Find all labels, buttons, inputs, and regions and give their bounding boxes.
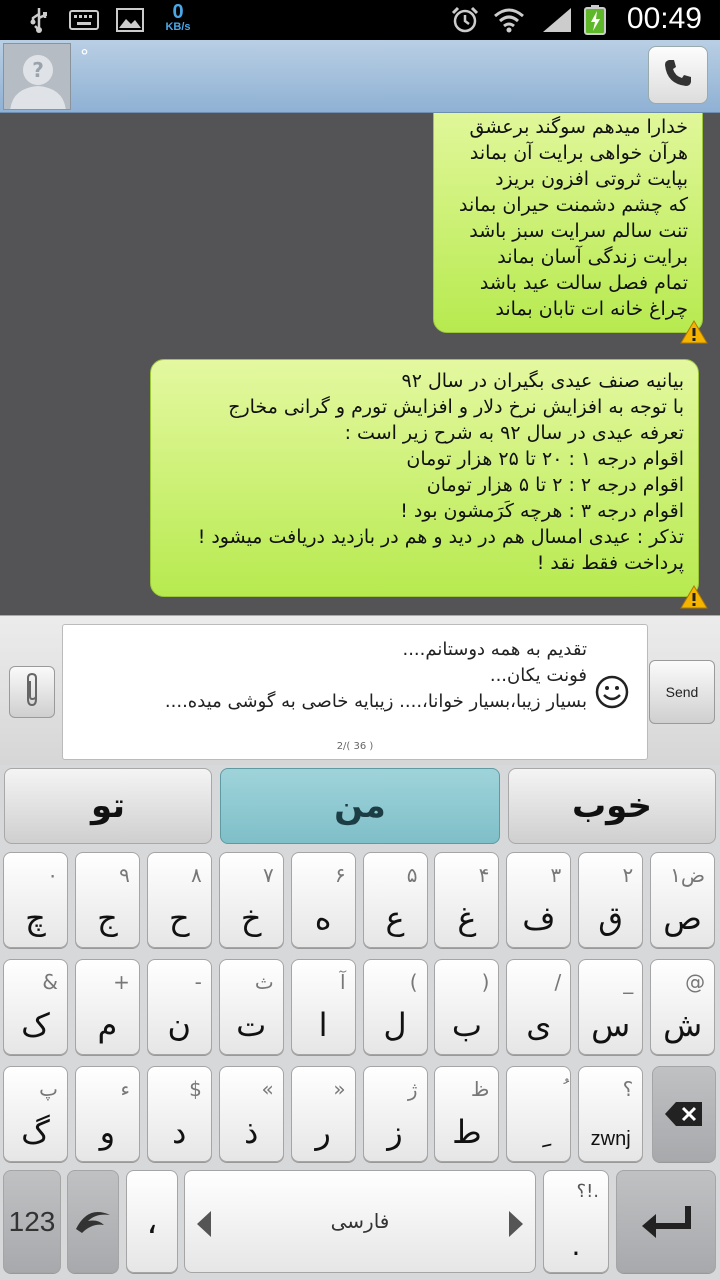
message-line: تعرفه عیدی در سال ۹۲ به شرح زیر است : [344,422,684,444]
key[interactable] [506,852,571,948]
key-label: ق [598,899,624,937]
enter-icon [617,1171,715,1272]
key-secondary-label: / [554,970,562,994]
key-secondary-label: @ [685,970,706,994]
battery-charging-icon [582,6,608,34]
suggestion-item[interactable]: خوب [508,768,716,844]
message-line: هرآن خواهی برایت آن بماند [469,142,688,164]
message-line: تمام فصل سالت عید باشد [479,272,688,294]
key-label: ح [168,899,190,937]
key-secondary-label: ۰ [47,863,58,887]
key-label: ا [318,1006,328,1044]
message-line: برایت زندگی آسان بماند [497,246,688,268]
wifi-icon [492,6,526,34]
comma-key-label: ، [146,1201,158,1242]
key[interactable] [434,1066,499,1162]
key[interactable] [147,852,212,948]
key-secondary-label: « [261,1077,274,1101]
message-line: بپایت ثروتی افزون بریزد [495,168,688,190]
chevron-right-icon [509,1211,523,1237]
usb-icon [24,6,54,34]
svg-text:?: ? [32,58,44,82]
punctuation-key[interactable] [543,1170,609,1273]
backspace-icon [653,1067,715,1161]
key-label: ی [526,1006,552,1044]
message-bubble[interactable] [150,359,699,597]
key-secondary-label: - [194,970,202,994]
swype-key[interactable] [67,1170,119,1273]
key[interactable] [506,959,571,1055]
character-counter: 2/( 36 ) [336,741,374,752]
message-line: اقوام درجه ۲ : ۲ تا ۵ هزار تومان [426,474,684,496]
key-secondary-label: ۳ [550,863,562,887]
key-label: م [97,1006,118,1044]
key-label: ص [663,899,702,937]
key-label: چ [25,899,46,937]
key-secondary-label: ظ [470,1077,490,1101]
key-label: س [591,1006,631,1044]
contact-name: ° [80,46,89,67]
key-secondary-label: پ [39,1077,58,1101]
key[interactable] [363,852,428,948]
key[interactable] [291,959,356,1055]
key[interactable] [291,852,356,948]
message-bubble[interactable] [433,113,703,333]
image-icon [114,6,146,34]
key-label: ل [383,1006,407,1044]
enter-key[interactable] [616,1170,716,1273]
key-secondary-label: ؟ [622,1077,634,1101]
key-label: ش [663,1006,703,1044]
key[interactable] [578,1066,643,1162]
key-secondary-label: ( [409,970,418,994]
network-speed [160,2,196,33]
key-label: ب [451,1006,482,1044]
key-secondary-label: آ [340,970,346,994]
call-button[interactable] [648,46,708,104]
key-secondary-label: ژ [407,1077,418,1101]
key[interactable] [219,1066,284,1162]
send-button[interactable]: Send [649,660,715,724]
message-line: تنت سالم سرایت سبز باشد [469,220,688,242]
key-label: ت [236,1006,267,1044]
key-label: ه [314,899,332,937]
paperclip-icon [21,672,43,712]
key-label: د [172,1113,187,1151]
key[interactable] [3,852,68,948]
key[interactable] [291,1066,356,1162]
key-secondary-label: ۲ [622,863,634,887]
key[interactable] [75,959,140,1055]
key-label: ن [167,1006,192,1044]
message-line: بیانیه صنف عیدی بگیران در سال ۹۲ [401,370,684,392]
input-line: بسیار زیبا،بسیار خوانا،.... زیبایه خاصی به گوشی میده.... [164,691,587,712]
signal-icon [540,6,574,34]
key-label: zwnj [590,1128,631,1150]
key-label: ج [97,899,118,937]
punctuation-key-top: ؟!. [576,1181,599,1202]
key-label: ک [21,1006,50,1044]
backspace-key[interactable] [652,1066,716,1162]
input-line: فونت یکان... [489,665,587,686]
key-label: ر [315,1113,331,1151]
alarm-icon [448,6,482,34]
numbers-key[interactable] [3,1170,61,1273]
key-label: غ [457,899,477,937]
key-secondary-label: ۹ [119,863,130,887]
message-line: اقوام درجه ۳ : هرچه کَرَمشون بود ! [400,500,684,522]
key[interactable] [75,852,140,948]
key-secondary-label: ء [120,1077,130,1101]
key[interactable] [363,1066,428,1162]
key-label: ف [522,899,556,937]
key[interactable] [75,1066,140,1162]
key-secondary-label: $ [189,1077,202,1101]
key[interactable] [219,959,284,1055]
key[interactable] [506,1066,571,1162]
key-label: ذ [244,1113,259,1151]
message-line: خدارا میدهم سوگند برعشق [469,116,688,138]
avatar[interactable] [3,43,71,110]
conversation-header [0,40,720,113]
key[interactable] [578,959,643,1055]
attach-button[interactable] [9,666,55,718]
warning-icon[interactable] [680,585,708,609]
key[interactable] [434,852,499,948]
network-speed-unit: KB/s [165,21,191,33]
smiley-icon[interactable] [595,675,629,709]
key-label: ع [385,899,405,937]
warning-icon[interactable] [680,320,708,344]
key[interactable] [147,1066,212,1162]
key-secondary-label: ۱ض [670,863,706,887]
message-line: تذکر : عیدی امسال هم در دید و هم در بازدید دریافت میشود ! [197,526,684,548]
message-thread[interactable] [0,113,720,615]
key[interactable] [3,959,68,1055]
message-input-text[interactable] [107,637,587,715]
key-secondary-label: + [113,970,130,994]
key[interactable] [363,959,428,1055]
punctuation-key-label: . [571,1229,581,1262]
key-label [507,1113,570,1151]
key[interactable] [219,852,284,948]
key[interactable] [650,852,715,948]
input-line: تقدیم به همه دوستانم.... [402,639,587,660]
key-secondary-label: » [333,1077,346,1101]
message-line: اقوام درجه ۱ : ۲۰ تا ۲۵ هزار تومان [406,448,684,470]
key-secondary-label: ۷ [262,863,274,887]
message-line: چراغ خانه ات تابان بماند [495,298,688,320]
key-secondary-label: _ [623,970,634,994]
clock: 00:49 [626,2,702,35]
keyboard [0,765,720,1280]
key[interactable] [434,959,499,1055]
key-secondary-label: ۶ [334,863,346,887]
message-composer [0,615,720,765]
key[interactable] [147,959,212,1055]
key-label: و [99,1113,116,1151]
keyboard-icon [68,6,100,34]
key-label: گ [21,1113,50,1151]
key-secondary-label: ) [481,970,490,994]
key[interactable] [650,959,715,1055]
key-secondary-label: & [42,970,58,994]
suggestion-item-selected[interactable]: من [220,768,500,844]
key-secondary-label: ث [254,970,274,994]
key[interactable] [3,1066,68,1162]
key-label: ط [452,1113,482,1151]
key[interactable] [578,852,643,948]
numbers-key-label: 123 [8,1205,56,1237]
message-line: پرداخت فقط نقد ! [536,552,684,574]
space-key[interactable] [184,1170,536,1273]
comma-key[interactable] [126,1170,178,1273]
swype-icon [68,1171,118,1272]
message-line: که چشم دشمنت حیران بماند [458,194,688,216]
network-speed-value: 0 [172,1,184,23]
key-secondary-label: ۴ [478,863,490,887]
space-key-label: فارسی [330,1209,390,1233]
suggestion-item[interactable]: تو [4,768,212,844]
phone-icon [661,56,695,94]
key-secondary-label: ۸ [191,863,202,887]
message-line: با توجه به افزایش نرخ دلار و افزایش تورم و گرانی مخارج [228,396,684,418]
status-bar [0,0,720,40]
key-label: ز [387,1113,403,1151]
key-secondary-label: ۵ [406,863,418,887]
key-label: خ [240,899,262,937]
message-input[interactable] [62,624,648,760]
